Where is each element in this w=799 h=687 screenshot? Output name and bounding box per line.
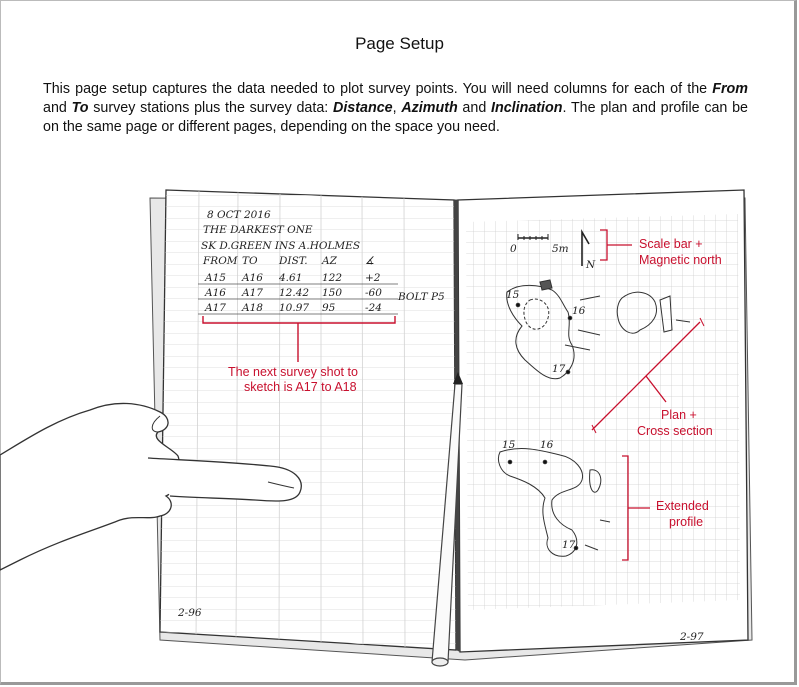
intro-paragraph: This page setup captures the data needed to plot survey points. You will need columns for each of the From and To survey stations plus the survey data: Distance, Azimuth and Inclination. The plan and profile can be on the same page or different pages, depending on the space you need. [43, 81, 748, 135]
scale-zero: 0 [510, 243, 517, 255]
survey-cell-from: A16 [205, 287, 226, 299]
column-header: TO [242, 255, 258, 267]
annotation-plan-line2: Cross section [637, 424, 713, 438]
station-label: 17 [562, 539, 576, 551]
left-page-number: 2-96 [178, 607, 202, 619]
survey-cell-to: A16 [242, 272, 263, 284]
column-header: ∡ [365, 255, 375, 267]
annotation-profile-line2: profile [669, 515, 704, 529]
survey-cell-az: 150 [322, 287, 343, 299]
term-distance: Distance [333, 100, 393, 116]
cave-name: THE DARKEST ONE [203, 224, 313, 236]
survey-date: 8 OCT 2016 [207, 209, 271, 221]
scale-unit: 5m [552, 243, 569, 255]
station-label: 15 [502, 439, 516, 451]
annotation-plan-line1: Plan + [661, 408, 697, 422]
survey-cell-inc: -24 [365, 302, 382, 314]
survey-cell-from: A15 [205, 272, 226, 284]
term-inclination: Inclination [491, 100, 563, 116]
survey-cell-dist: 12.42 [279, 287, 310, 299]
survey-cell-az: 95 [322, 302, 336, 314]
annotation-profile-line1: Extended [656, 499, 709, 513]
term-to: To [71, 100, 89, 116]
bolt-note: BOLT P5 [398, 291, 445, 303]
annotation-scale-line2: Magnetic north [639, 253, 722, 267]
survey-crew: SK D.GREEN INS A.HOLMES [201, 240, 361, 252]
survey-cell-dist: 10.97 [279, 302, 310, 314]
term-from: From [712, 81, 748, 97]
station-label: 17 [552, 363, 566, 375]
survey-cell-from: A17 [205, 302, 226, 314]
survey-cell-az: 122 [322, 272, 343, 284]
annotation-next-shot-line2: sketch is A17 to A18 [244, 380, 357, 394]
column-header: AZ [322, 255, 337, 267]
left-page [150, 185, 460, 655]
right-page-number: 2-97 [680, 631, 704, 643]
right-page [458, 190, 748, 652]
station-label: 15 [506, 289, 520, 301]
survey-cell-inc: -60 [365, 287, 382, 299]
annotation-next-shot-line1: The next survey shot to [228, 365, 358, 379]
term-azimuth: Azimuth [401, 100, 458, 116]
page-title: Page Setup [355, 34, 444, 53]
annotation-scale-line1: Scale bar + [639, 237, 703, 251]
survey-cell-to: A17 [242, 287, 263, 299]
station-label: 16 [540, 439, 554, 451]
column-header: FROM [203, 255, 238, 267]
column-header: DIST. [279, 255, 308, 267]
north-label: N [586, 259, 596, 271]
survey-cell-to: A18 [242, 302, 263, 314]
notebook-illustration [0, 180, 799, 685]
survey-cell-inc: +2 [365, 272, 381, 284]
station-label: 16 [572, 305, 586, 317]
survey-cell-dist: 4.61 [279, 272, 303, 284]
